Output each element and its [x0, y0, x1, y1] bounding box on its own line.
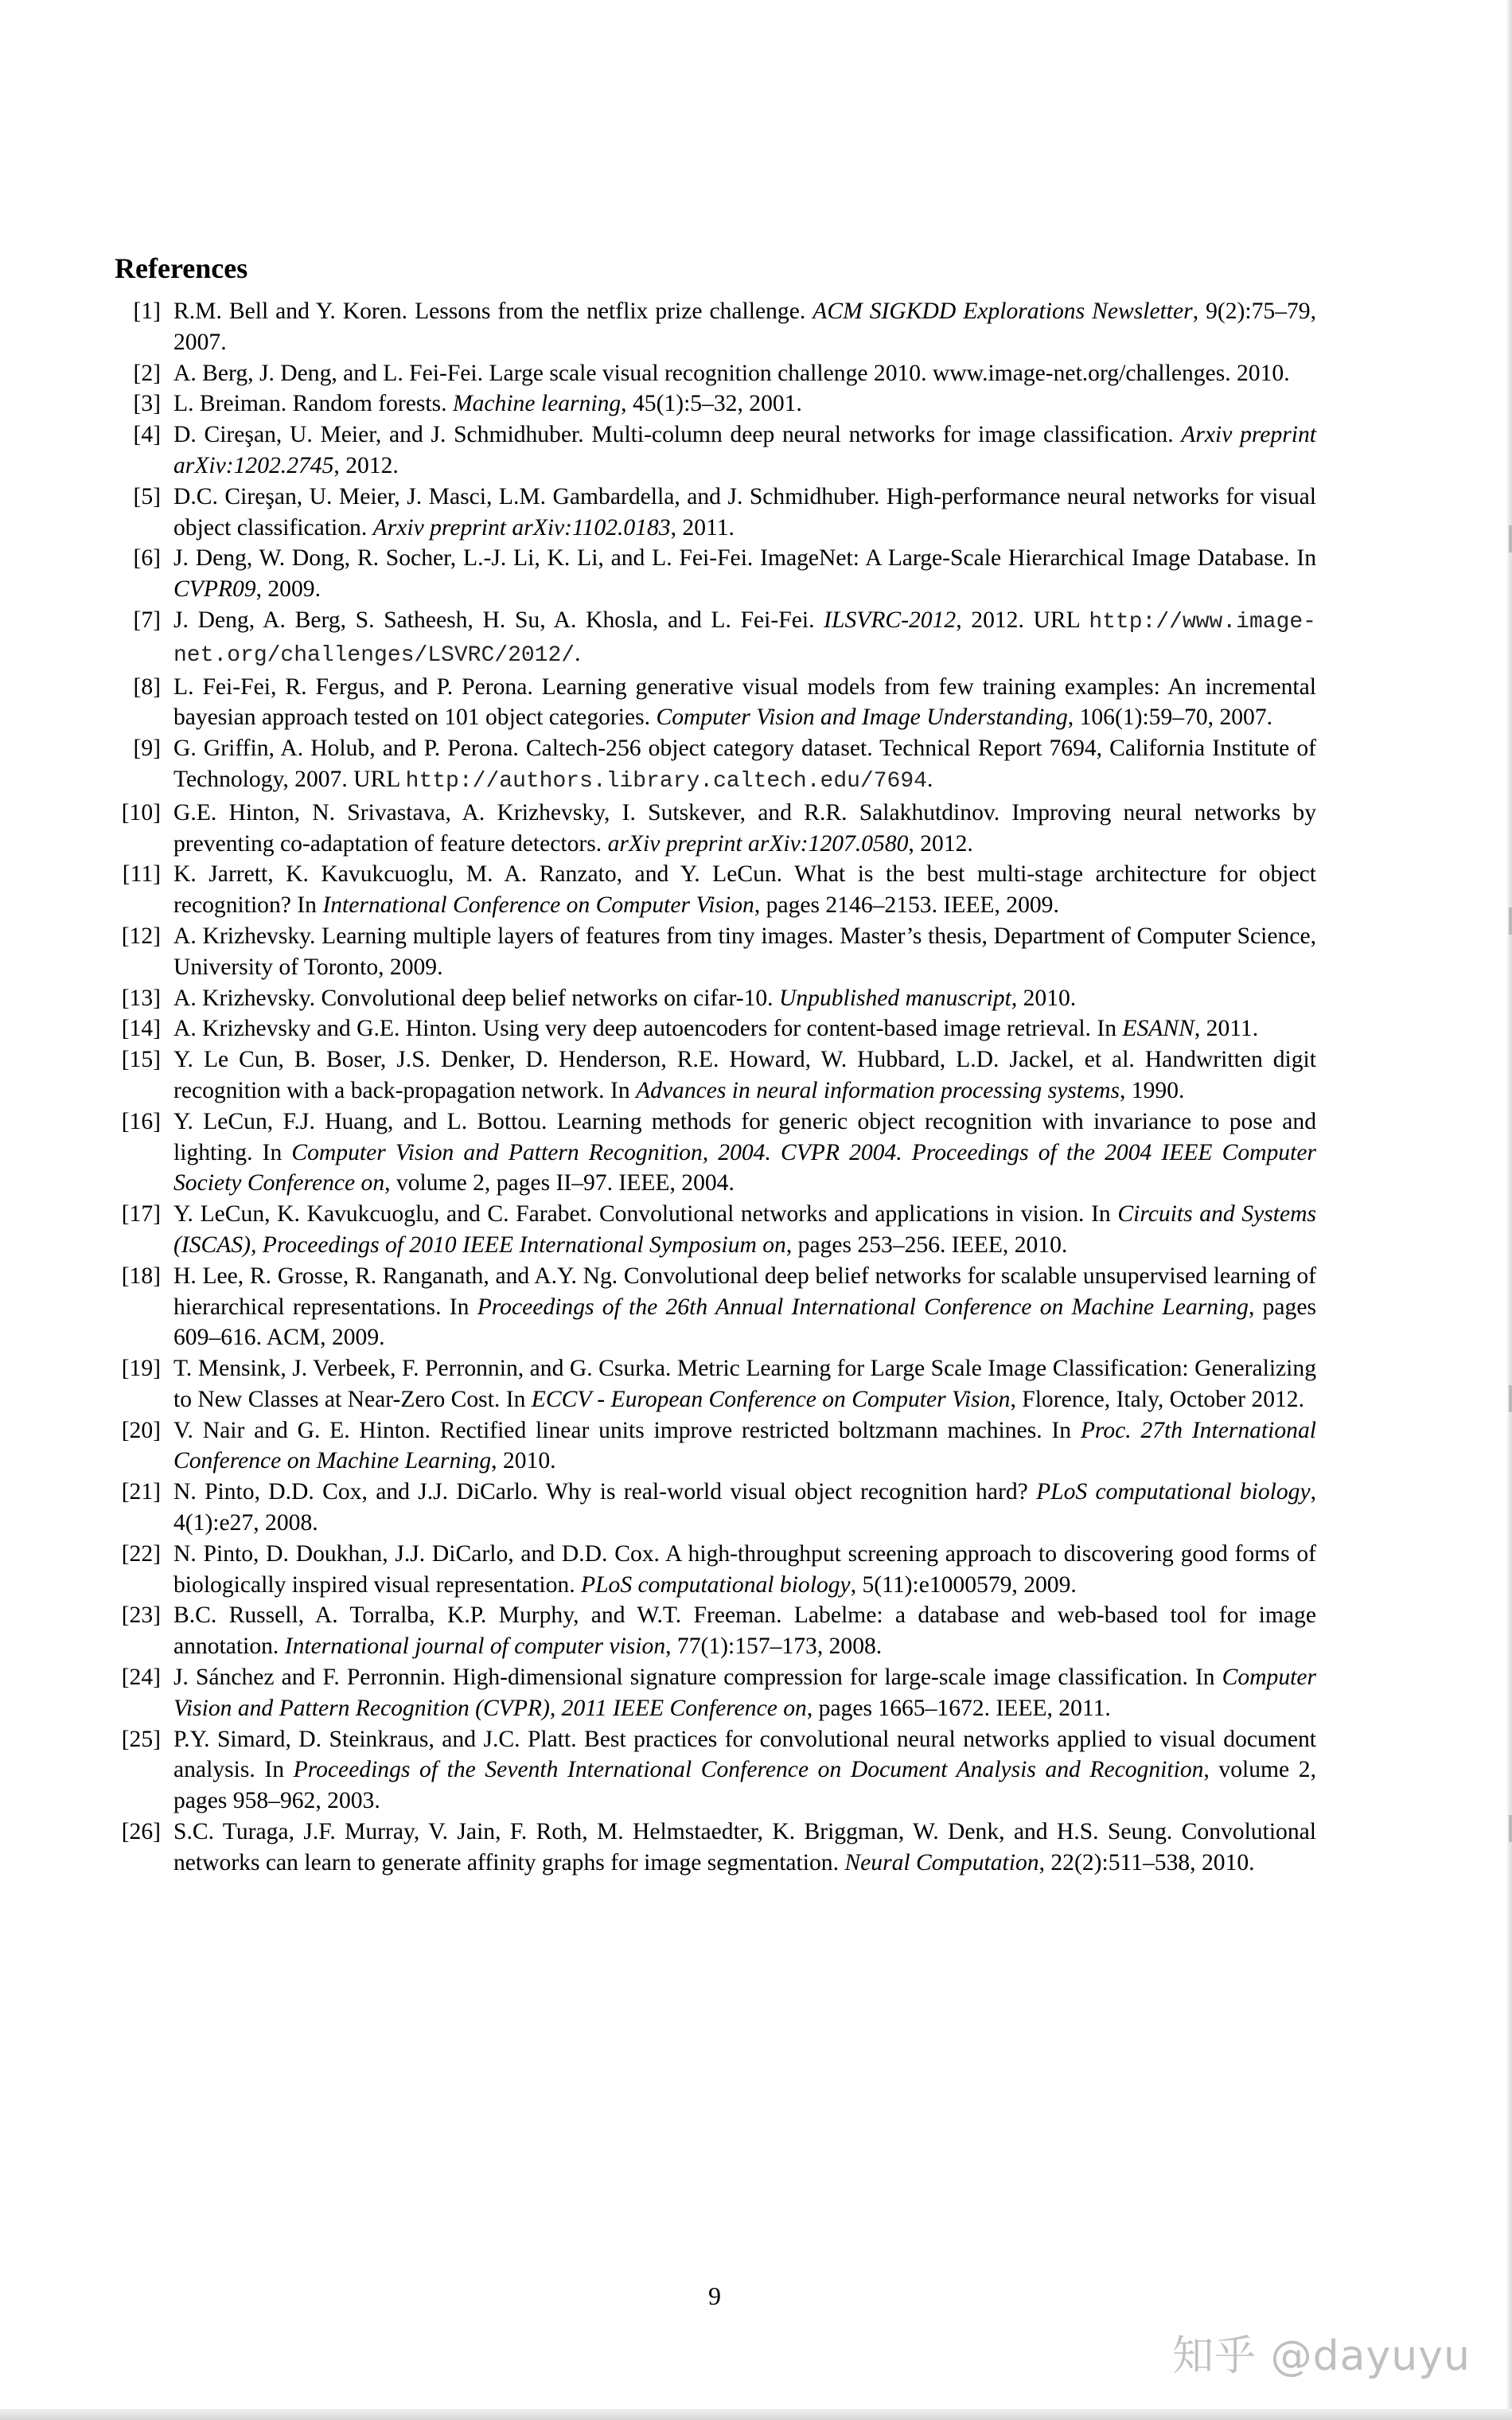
reference-item: [115, 388, 1316, 420]
reference-text: Y. LeCun, K. Kavukcuoglu, and C. Farabet. Convolutional networks and applications in vision. In Circuits and Systems (ISCAS), Proceedings of 2010 IEEE International Symposium on, pages 253–256. IEEE, 2010.: [173, 1201, 1316, 1258]
page-edge-mark: [1509, 1385, 1512, 1412]
reference-item: [115, 1724, 1316, 1817]
reference-number: [6]: [133, 545, 161, 572]
reference-text: H. Lee, R. Grosse, R. Ranganath, and A.Y. Ng. Convolutional deep belief networks for scalable unsupervised learning of hierarchical representations. In Proceedings of the 26th Annual International Conference on Machine Learning, pages 609–616. ACM, 2009.: [173, 1263, 1316, 1351]
reference-item: [115, 482, 1316, 544]
reference-item: [115, 1107, 1316, 1199]
reference-item: [115, 605, 1316, 672]
reference-text: N. Pinto, D.D. Cox, and J.J. DiCarlo. Why is real-world visual object recognition hard? PLoS computational biology, 4(1):e27, 2008.: [173, 1479, 1316, 1536]
reference-number: [16]: [121, 1108, 161, 1134]
reference-number: [20]: [121, 1417, 161, 1443]
reference-number: [7]: [133, 607, 161, 633]
reference-item: [115, 1477, 1316, 1539]
reference-text: J. Sánchez and F. Perronnin. High-dimensional signature compression for large-scale image classification. In Computer Vision and Pattern Recognition (CVPR), 2011 IEEE Conference on, pages 1665–1672. IEEE, 2011.: [173, 1665, 1316, 1721]
reference-number: [19]: [121, 1356, 161, 1382]
reference-number: [12]: [121, 923, 161, 949]
page-edge-mark: [1509, 1815, 1512, 1842]
reference-text: N. Pinto, D. Doukhan, J.J. DiCarlo, and D.D. Cox. A high-throughput screening approach to discovering good forms of biologically inspired visual representation. PLoS computational biology, 5(11):e1000579, 2009.: [173, 1540, 1316, 1598]
reference-number: [23]: [121, 1602, 161, 1629]
reference-text: L. Breiman. Random forests. Machine learning, 45(1):5–32, 2001.: [173, 391, 802, 417]
reference-item: [115, 296, 1316, 358]
page-edge-right: [1507, 0, 1512, 2420]
reference-number: [22]: [121, 1540, 161, 1567]
reference-text: K. Jarrett, K. Kavukcuoglu, M. A. Ranzato, and Y. LeCun. What is the best multi-stage architecture for object recognition? In International Conference on Computer Vision, pages 2146–2153. IEEE, 2009.: [173, 861, 1316, 919]
reference-item: [115, 921, 1316, 983]
reference-text: D.C. Cireşan, U. Meier, J. Masci, L.M. Gambardella, and J. Schmidhuber. High-performance neural networks for visual object classification. Arxiv preprint arXiv:1102.0183, 2011.: [173, 483, 1316, 541]
reference-item: [115, 733, 1316, 798]
reference-number: [26]: [121, 1819, 161, 1845]
reference-item: [115, 1539, 1316, 1601]
reference-text: Y. LeCun, F.J. Huang, and L. Bottou. Learning methods for generic object recognition with invariance to pose and lighting. In Computer Vision and Pattern Recognition, 2004. CVPR 2004. Proceedings of the 2004 IEEE Computer Society Conference on, volume 2, pages II–97. IEEE, 2004.: [173, 1108, 1316, 1196]
reference-number: [2]: [133, 360, 161, 386]
watermark-logo: 知乎 @dayuyu: [1172, 2332, 1471, 2380]
reference-text: L. Fei-Fei, R. Fergus, and P. Perona. Learning generative visual models from few training examples: An incremental bayesian approach tested on 101 object categories. Computer Vision and Image Understanding, 106(1):59–70, 2007.: [173, 673, 1316, 731]
reference-item: [115, 358, 1316, 389]
reference-number: [1]: [133, 299, 161, 324]
reference-text: A. Krizhevsky. Learning multiple layers of features from tiny images. Master’s thesis, Department of Computer Science, University of Toronto, 2009.: [173, 923, 1316, 980]
reference-text: B.C. Russell, A. Torralba, K.P. Murphy, and W.T. Freeman. Labelme: a database and web-based tool for image annotation. International journal of computer vision, 77(1):157–173, 2008.: [173, 1602, 1316, 1660]
reference-text: G.E. Hinton, N. Srivastava, A. Krizhevsky, I. Sutskever, and R.R. Salakhutdinov. Improving neural networks by preventing co-adaptation of feature detectors. arXiv preprint arXiv:1207.0580, 2012.: [173, 799, 1316, 857]
reference-text: T. Mensink, J. Verbeek, F. Perronnin, and G. Csurka. Metric Learning for Large Scale Image Classification: Generalizing to New Classes at Near-Zero Cost. In ECCV - European Conference on Computer Vision, Florence, Italy, October 2012.: [173, 1356, 1316, 1412]
reference-number: [18]: [121, 1263, 161, 1289]
reference-item: [115, 1817, 1316, 1879]
reference-item: [115, 1013, 1316, 1044]
reference-item: [115, 1415, 1316, 1477]
reference-text: J. Deng, W. Dong, R. Socher, L.-J. Li, K. Li, and L. Fei-Fei. ImageNet: A Large-Scale Hierarchical Image Database. In CVPR09, 2009.: [173, 545, 1316, 603]
reference-text: G. Griffin, A. Holub, and P. Perona. Caltech-256 object category dataset. Technical Report 7694, California Institute of Technology, 2007. URL http://authors.library.caltech.edu/7694.: [173, 736, 1316, 794]
reference-item: [115, 1044, 1316, 1107]
reference-text: V. Nair and G. E. Hinton. Rectified linear units improve restricted boltzmann machines. In Proc. 27th International Conference on Machine Learning, 2010.: [173, 1417, 1316, 1474]
reference-number: [8]: [133, 673, 161, 700]
reference-item: [115, 859, 1316, 921]
references-heading: References: [115, 252, 248, 284]
reference-item: [115, 1600, 1316, 1662]
reference-text: R.M. Bell and Y. Koren. Lessons from the netflix prize challenge. ACM SIGKDD Explorations Newsletter, 9(2):75–79, 2007.: [173, 299, 1316, 355]
reference-number: [21]: [121, 1479, 161, 1505]
reference-text: S.C. Turaga, J.F. Murray, V. Jain, F. Roth, M. Helmstaedter, K. Briggman, W. Denk, and H.S. Seung. Convolutional networks can learn to generate affinity graphs for image segmentation. Neural Computation, 22(2):511–538, 2010.: [173, 1819, 1316, 1876]
reference-number: [13]: [121, 985, 161, 1011]
reference-number: [5]: [133, 483, 161, 509]
reference-item: [115, 1353, 1316, 1415]
reference-number: [24]: [121, 1665, 161, 1691]
reference-number: [11]: [122, 861, 161, 888]
reference-list: [115, 296, 1316, 1879]
page-edge-mark: [1509, 908, 1512, 935]
reference-number: [15]: [121, 1047, 161, 1073]
page-edge-mark: [1509, 525, 1512, 552]
reference-item: [115, 1662, 1316, 1724]
reference-text: P.Y. Simard, D. Steinkraus, and J.C. Platt. Best practices for convolutional neural networks applied to visual document analysis. In Proceedings of the Seventh International Conference on Document Analysis and Recognition, volume 2, pages 958–962, 2003.: [173, 1726, 1316, 1814]
reference-item: [115, 983, 1316, 1014]
reference-text: D. Cireşan, U. Meier, and J. Schmidhuber. Multi-column deep neural networks for image classification. Arxiv preprint arXiv:1202.2745, 2012.: [173, 422, 1316, 478]
reference-number: [10]: [121, 799, 161, 826]
reference-item: [115, 1199, 1316, 1261]
reference-item: [115, 420, 1316, 482]
page-edge-bottom: [0, 2409, 1512, 2420]
reference-text: Y. Le Cun, B. Boser, J.S. Denker, D. Henderson, R.E. Howard, W. Hubbard, L.D. Jackel, et al. Handwritten digit recognition with a back-propagation network. In Advances in neural information processing systems, 1990.: [173, 1047, 1316, 1103]
reference-item: [115, 543, 1316, 605]
reference-number: [14]: [121, 1016, 161, 1042]
reference-item: [115, 1261, 1316, 1353]
reference-number: [3]: [133, 391, 161, 417]
page-number: 9: [708, 2281, 721, 2310]
reference-number: [25]: [121, 1726, 161, 1752]
reference-number: [4]: [133, 422, 161, 448]
reference-text: J. Deng, A. Berg, S. Satheesh, H. Su, A. Khosla, and L. Fei-Fei. ILSVRC-2012, 2012. URL http://www.image-net.org/challenges/LSVRC/2012/.: [173, 607, 1316, 668]
reference-item: [115, 798, 1316, 860]
reference-number: [9]: [133, 736, 161, 762]
reference-text: A. Krizhevsky. Convolutional deep belief networks on cifar-10. Unpublished manuscript, 2010.: [173, 985, 1077, 1011]
references-section: [115, 248, 1316, 1879]
reference-text: A. Berg, J. Deng, and L. Fei-Fei. Large scale visual recognition challenge 2010. www.image-net.org/challenges. 2010.: [173, 360, 1290, 386]
reference-number: [17]: [121, 1201, 161, 1228]
reference-text: A. Krizhevsky and G.E. Hinton. Using very deep autoencoders for content-based image retrieval. In ESANN, 2011.: [173, 1016, 1259, 1042]
reference-item: [115, 672, 1316, 734]
